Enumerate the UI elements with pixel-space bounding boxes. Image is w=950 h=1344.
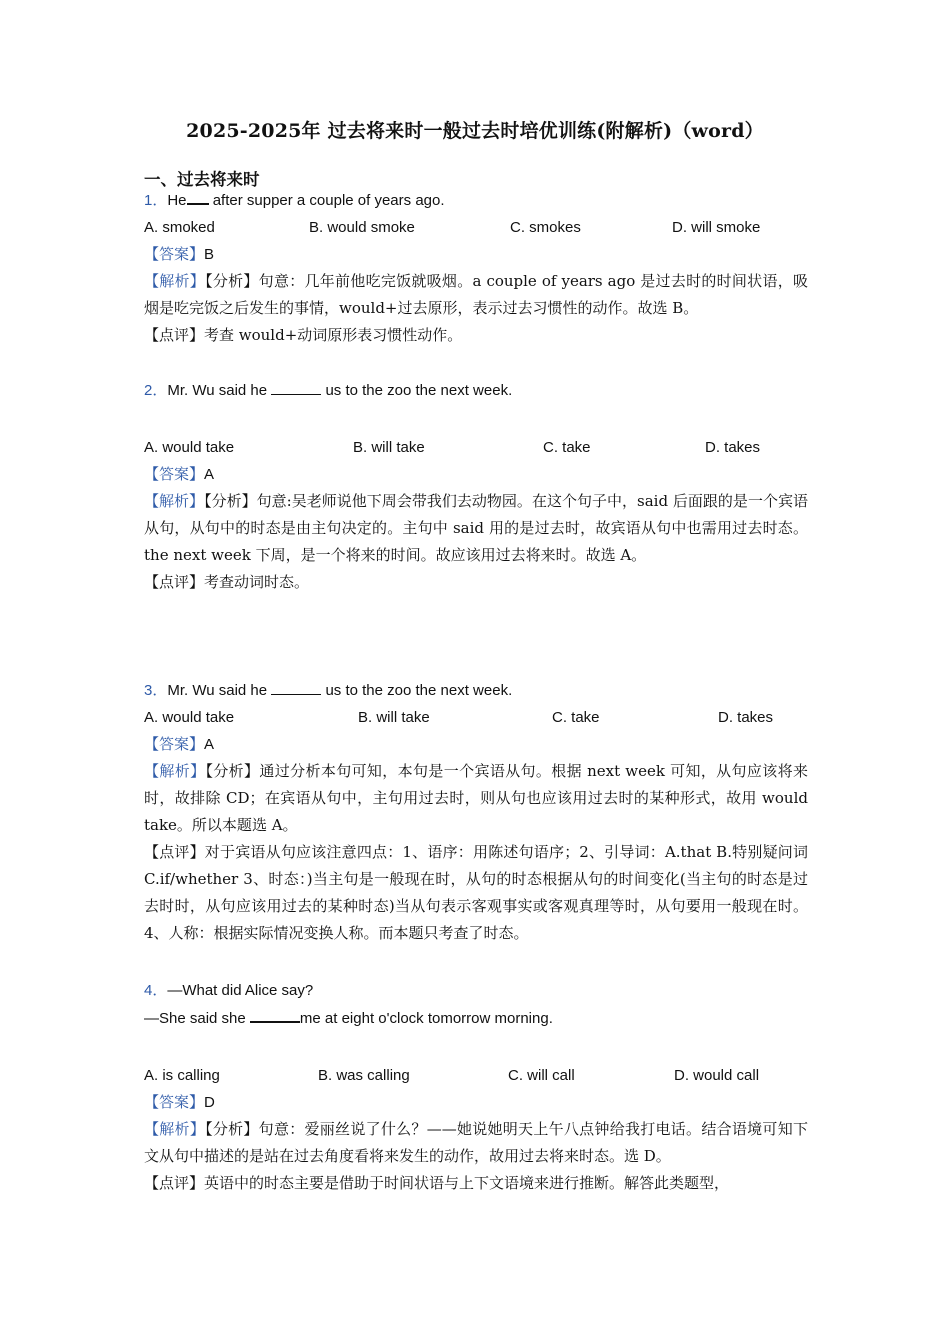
answer-label: 【答案】 [144, 1093, 205, 1111]
option-d: D. takes [705, 439, 761, 456]
analysis-label: 【解析】 [144, 272, 206, 290]
question-stem-end: me at eight o'clock tomorrow morning. [299, 1010, 553, 1027]
question-stem-end: us to the zoo the next week. [321, 682, 513, 699]
question-stem-start: Mr. Wu said he [167, 382, 272, 399]
answer-blank [250, 1004, 300, 1023]
option-a: A. smoked [144, 219, 215, 236]
question-stem-start: —She said she [144, 1010, 250, 1027]
option-c: C. will call [508, 1067, 575, 1084]
comment-text: 【点评】对于宾语从句应该注意四点：1、语序：用陈述句语序；2、引导词：A.that B.特别疑问词 C.if/whether 3、时态：)当主句是一般现在时，从句的时态根据从句的时间变化(当主句的时态是过去时时，从句应该用过去的某种时态)当从句表示客观事实或客观真理等时，从句要用一般现在时。4、人称：根据实际情况变换人称。而本题只考查了时态。 [144, 843, 808, 942]
answer-label: 【答案】 [144, 735, 205, 753]
option-d: D. would call [674, 1067, 760, 1084]
analysis-label: 【解析】 [144, 492, 205, 510]
question-2 [144, 377, 808, 596]
question-number: 4． [144, 982, 168, 999]
comment-text: 【点评】考查动词时态。 [144, 573, 310, 591]
option-c: C. smokes [510, 219, 581, 236]
question-stem-end: us to the zoo the next week. [321, 382, 513, 399]
option-b: B. was calling [318, 1067, 410, 1084]
option-c: C. take [543, 439, 591, 456]
option-b: B. will take [353, 439, 425, 456]
option-c: C. take [552, 709, 600, 726]
option-a: A. would take [144, 439, 235, 456]
question-stem-start: He [167, 192, 187, 209]
question-stem-end: after supper a couple of years ago. [208, 192, 445, 209]
answer-value: A [204, 736, 215, 753]
option-d: D. will smoke [672, 219, 761, 236]
answer-label: 【答案】 [144, 465, 205, 483]
analysis-label: 【解析】 [144, 762, 206, 780]
analysis-text: 【分析】句意：爱丽丝说了什么？——她说她明天上午八点钟给我打电话。结合语境可知下文从句中描述的是站在过去角度看将来发生的动作，故用过去将来时态。选 D。 [144, 1120, 808, 1165]
analysis-label: 【解析】 [144, 1120, 206, 1138]
comment-text: 【点评】英语中的时态主要是借助于时间状语与上下文语境来进行推断。解答此类题型， [144, 1174, 730, 1192]
question-number: 1． [144, 192, 168, 209]
document-title: 2025-2025年 过去将来时一般过去时培优训练(附解析)（word） [186, 120, 764, 142]
comment-text: 【点评】考查 would+动词原形表习惯性动作。 [144, 326, 463, 344]
question-stem-line1: —What did Alice say? [167, 982, 314, 999]
options-row [144, 704, 808, 731]
analysis-text: 【分析】通过分析本句可知，本句是一个宾语从句。根据 next week 可知，从句应该将来时，故排除 CD；在宾语从句中，主句用过去时，则从句也应该用过去时的某种形式，故用 would take。所以本题选 A。 [144, 762, 808, 834]
analysis-text: 【分析】句意：几年前他吃完饭就吸烟。a couple of years ago 是过去时的时间状语，吸烟是吃完饭之后发生的事情，would+过去原形，表示过去习惯性的动作。故选 B。 [144, 272, 808, 317]
options-row [144, 214, 808, 241]
option-b: B. would smoke [309, 219, 415, 236]
options-row [144, 434, 808, 461]
answer-value: B [204, 246, 215, 263]
question-3 [144, 677, 808, 947]
question-stem-start: Mr. Wu said he [167, 682, 272, 699]
question-4 [144, 977, 808, 1197]
question-number: 3． [144, 682, 168, 699]
question-1 [144, 186, 808, 349]
question-number: 2． [144, 382, 168, 399]
answer-blank [271, 677, 321, 695]
answer-value: A [204, 466, 215, 483]
option-a: A. is calling [144, 1067, 220, 1084]
option-d: D. takes [718, 709, 774, 726]
section-heading: 一、过去将来时 [144, 170, 260, 189]
analysis-text: 【分析】句意:吴老师说他下周会带我们去动物园。在这个句子中，said 后面跟的是一个宾语从句，从句中的时态是由主句决定的。主句中 said 用的是过去时，故宾语从句中也需用过去时态。the next week 下周，是一个将来的时间。故应该用过去将来时。故选 A。 [144, 492, 808, 564]
answer-blank [271, 377, 321, 395]
answer-value: D [204, 1094, 215, 1111]
answer-blank [187, 186, 209, 205]
answer-label: 【答案】 [144, 245, 205, 263]
options-row [144, 1062, 808, 1089]
option-b: B. will take [358, 709, 430, 726]
option-a: A. would take [144, 709, 235, 726]
